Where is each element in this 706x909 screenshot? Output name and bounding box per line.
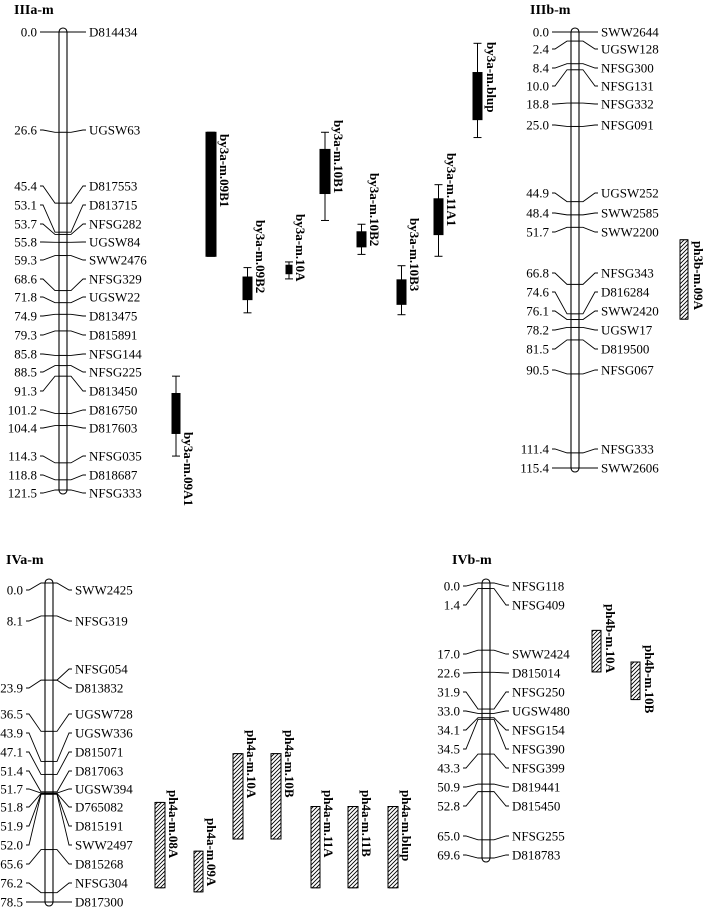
qtl-box <box>286 265 292 273</box>
marker-position: 118.8 <box>8 467 37 483</box>
qtl-box <box>155 802 165 887</box>
marker-position: 66.8 <box>526 265 549 281</box>
qtl-box <box>206 132 216 256</box>
name-leader <box>490 711 509 713</box>
marker-position: 76.1 <box>526 303 549 319</box>
marker-position: 69.6 <box>437 847 460 863</box>
qtl-label: ph4a-m.10B <box>282 730 297 798</box>
qtl-label: ph4a-m.11B <box>359 790 374 857</box>
chromosome-title: IIIa-m <box>14 3 54 18</box>
marker-name: SWW2420 <box>601 303 659 319</box>
name-leader <box>579 103 598 104</box>
qtl-box <box>233 754 243 839</box>
name-leader <box>579 213 598 215</box>
name-leader <box>53 789 72 793</box>
qtl-label: ph4a-m.11A <box>321 790 336 858</box>
position-leader <box>463 672 482 673</box>
qtl-label: ph4b-m.10B <box>642 645 657 714</box>
marker-position: 0.0 <box>6 582 23 598</box>
marker-name: D816750 <box>89 402 138 418</box>
marker-name: UGSW394 <box>75 781 133 797</box>
marker-name: D813450 <box>89 383 138 399</box>
marker-position: 101.2 <box>7 402 37 418</box>
position-leader <box>463 792 482 806</box>
marker-position: 25.0 <box>526 117 549 133</box>
marker-name: UGSW17 <box>601 322 653 338</box>
position-leader <box>40 490 59 493</box>
name-leader <box>53 669 72 680</box>
name-leader <box>490 672 509 673</box>
qtl-label: ph4a-m.09A <box>204 818 219 887</box>
marker-position: 79.3 <box>14 327 37 343</box>
marker-name: D817553 <box>89 178 138 194</box>
marker-position: 18.8 <box>526 96 549 112</box>
qtl-label: by3a-m.10B1 <box>331 120 346 194</box>
position-leader <box>40 475 59 480</box>
position-leader <box>552 70 571 86</box>
marker-name: D817603 <box>89 420 138 436</box>
marker-position: 8.4 <box>532 60 549 76</box>
name-leader <box>53 733 72 761</box>
position-leader <box>552 125 571 126</box>
qtl-box <box>311 807 320 888</box>
name-leader <box>67 297 86 303</box>
marker-position: 34.5 <box>437 741 460 757</box>
marker-position: 71.8 <box>14 289 37 305</box>
position-leader <box>552 311 571 320</box>
name-leader <box>67 366 86 372</box>
marker-position: 1.4 <box>443 597 460 613</box>
marker-name: NFSG333 <box>89 485 142 501</box>
qtl-label: by3a-m.11A1 <box>444 153 459 227</box>
name-leader <box>67 331 86 335</box>
marker-position: 59.3 <box>14 252 37 268</box>
marker-position: 121.5 <box>7 485 37 501</box>
name-leader <box>67 279 86 291</box>
marker-name: NFSG333 <box>601 441 654 457</box>
marker-name: NFSG035 <box>89 448 142 464</box>
marker-name: D815891 <box>89 327 138 343</box>
marker-position: 114.3 <box>8 448 37 464</box>
name-leader <box>67 130 86 132</box>
marker-name: NFSG154 <box>512 722 565 738</box>
name-leader <box>53 680 72 688</box>
marker-position: 55.8 <box>14 234 37 250</box>
marker-name: NFSG255 <box>512 828 565 844</box>
chromosome-title: IIIb-m <box>530 3 571 18</box>
name-leader <box>490 784 509 787</box>
name-leader <box>53 794 72 845</box>
marker-position: 52.0 <box>0 837 23 853</box>
chromosome-title: IVa-m <box>6 553 44 568</box>
name-leader <box>53 714 72 731</box>
marker-name: NFSG250 <box>512 684 565 700</box>
marker-position: 43.9 <box>0 725 23 741</box>
qtl-box <box>243 277 252 300</box>
position-leader <box>463 650 482 654</box>
position-leader <box>552 193 571 202</box>
marker-position: 51.7 <box>0 781 23 797</box>
marker-name: NFSG282 <box>89 216 142 232</box>
marker-position: 53.7 <box>14 216 37 232</box>
marker-position: 26.6 <box>14 122 37 138</box>
marker-position: 23.9 <box>0 680 23 696</box>
name-leader <box>67 314 86 316</box>
position-leader <box>552 213 571 215</box>
name-leader <box>67 224 86 234</box>
marker-name: SWW2476 <box>89 252 147 268</box>
qtl-label: by3a-m.10A <box>293 214 308 282</box>
name-leader <box>67 490 86 493</box>
position-leader <box>40 376 59 391</box>
marker-position: 85.8 <box>14 346 37 362</box>
marker-position: 10.0 <box>526 78 549 94</box>
name-leader <box>490 692 509 709</box>
name-leader <box>490 589 509 605</box>
name-leader <box>490 836 509 840</box>
name-leader <box>490 650 509 654</box>
marker-position: 65.6 <box>0 856 23 872</box>
name-leader <box>67 410 86 413</box>
name-leader <box>67 376 86 391</box>
position-leader <box>40 279 59 291</box>
marker-position: 45.4 <box>14 178 37 194</box>
qtl-box <box>434 199 443 235</box>
name-leader <box>579 311 598 320</box>
position-leader <box>463 692 482 709</box>
marker-position: 65.0 <box>437 828 460 844</box>
position-leader <box>40 354 59 355</box>
position-leader <box>40 130 59 132</box>
marker-name: SWW2200 <box>601 224 659 240</box>
position-leader <box>26 883 45 893</box>
chromosome-bar <box>45 579 53 906</box>
name-leader <box>53 850 72 864</box>
marker-name: D813475 <box>89 308 138 324</box>
marker-position: 36.5 <box>0 706 23 722</box>
qtl-label: by3a-m.09A1 <box>181 432 196 507</box>
position-leader <box>463 589 482 605</box>
position-leader <box>463 754 482 768</box>
position-leader <box>463 836 482 840</box>
qtl-label: ph4a-m.08A <box>166 790 181 859</box>
marker-name: UGSW336 <box>75 725 133 741</box>
position-leader <box>26 794 45 845</box>
position-leader <box>26 789 45 793</box>
marker-position: 81.5 <box>526 341 549 357</box>
marker-name: NFSG144 <box>89 346 142 362</box>
marker-position: 34.1 <box>437 722 460 738</box>
position-leader <box>40 186 59 203</box>
marker-name: D815450 <box>512 798 561 814</box>
name-leader <box>67 456 86 463</box>
marker-name: SWW2585 <box>601 205 659 221</box>
marker-name: NFSG131 <box>601 78 654 94</box>
position-leader <box>463 784 482 787</box>
marker-position: 2.4 <box>532 41 549 57</box>
position-leader <box>26 793 45 807</box>
marker-name: NFSG067 <box>601 362 654 378</box>
marker-name: NFSG300 <box>601 60 654 76</box>
qtl-box <box>388 807 398 888</box>
name-leader <box>67 354 86 355</box>
name-leader <box>53 794 72 826</box>
marker-position: 78.5 <box>0 894 23 909</box>
chromosome-title: IVb-m <box>452 553 492 568</box>
position-leader <box>40 331 59 335</box>
marker-name: SWW2606 <box>601 460 659 476</box>
qtl-box <box>271 754 281 839</box>
marker-position: 74.6 <box>526 284 549 300</box>
position-leader <box>40 297 59 303</box>
marker-position: 44.9 <box>526 185 549 201</box>
marker-position: 78.2 <box>526 322 549 338</box>
name-leader <box>490 754 509 768</box>
marker-position: 91.3 <box>14 383 37 399</box>
marker-position: 111.4 <box>520 441 549 457</box>
qtl-box <box>397 280 406 305</box>
marker-name: NFSG390 <box>512 741 565 757</box>
position-leader <box>40 456 59 463</box>
position-leader <box>26 714 45 731</box>
marker-name: SWW2644 <box>601 24 659 40</box>
marker-name: D815014 <box>512 665 561 681</box>
name-leader <box>579 193 598 202</box>
position-leader <box>552 64 571 68</box>
position-leader <box>40 366 59 372</box>
marker-position: 51.8 <box>0 799 23 815</box>
marker-position: 104.4 <box>7 420 37 436</box>
marker-position: 88.5 <box>14 364 37 380</box>
name-leader <box>579 370 598 374</box>
position-leader <box>40 205 59 232</box>
name-leader <box>490 792 509 806</box>
marker-name: D817300 <box>75 894 124 909</box>
marker-position: 0.0 <box>532 24 549 40</box>
name-leader <box>490 855 509 858</box>
position-leader <box>552 340 571 349</box>
qtl-box <box>320 149 330 193</box>
marker-position: 48.4 <box>526 205 549 221</box>
name-leader <box>579 327 598 330</box>
marker-name: UGSW480 <box>512 703 570 719</box>
marker-position: 43.3 <box>437 760 460 776</box>
marker-name: D765082 <box>75 799 124 815</box>
marker-name: D819441 <box>512 779 561 795</box>
name-leader <box>579 273 598 284</box>
qtl-label: ph3b-m.09A <box>691 241 706 310</box>
marker-name: UGSW63 <box>89 122 141 138</box>
marker-position: 22.6 <box>437 665 460 681</box>
position-leader <box>552 370 571 374</box>
marker-name: D815191 <box>75 818 124 834</box>
marker-name: NFSG091 <box>601 117 654 133</box>
qtl-label: by3a-m.09B1 <box>217 134 232 208</box>
position-leader <box>40 314 59 316</box>
marker-name: D817063 <box>75 763 124 779</box>
marker-position: 33.0 <box>437 703 460 719</box>
name-leader <box>490 583 509 586</box>
position-leader <box>40 410 59 413</box>
qtl-label: by3a-m.10B2 <box>367 173 382 247</box>
marker-name: NFSG225 <box>89 364 142 380</box>
marker-position: 51.4 <box>0 763 23 779</box>
marker-name: SWW2497 <box>75 837 133 853</box>
marker-name: D814434 <box>89 24 138 40</box>
position-leader <box>40 224 59 234</box>
marker-name: NFSG118 <box>512 578 565 594</box>
qtl-box <box>631 662 640 700</box>
name-leader <box>579 70 598 86</box>
marker-position: 74.9 <box>14 308 37 324</box>
marker-position: 0.0 <box>443 578 460 594</box>
position-leader <box>26 616 45 621</box>
marker-position: 0.0 <box>20 24 37 40</box>
marker-position: 115.4 <box>520 460 549 476</box>
marker-position: 47.1 <box>0 744 23 760</box>
position-leader <box>463 583 482 586</box>
chromosome-bar <box>59 28 67 494</box>
qtl-label: ph4a-m.10A <box>244 730 259 799</box>
name-leader <box>579 41 598 49</box>
marker-position: 52.8 <box>437 798 460 814</box>
qtl-box <box>680 240 688 319</box>
qtl-box <box>357 232 366 247</box>
qtl-label: ph4b-m.10A <box>603 604 618 673</box>
marker-name: D818783 <box>512 847 561 863</box>
position-leader <box>552 273 571 284</box>
marker-position: 76.2 <box>0 875 23 891</box>
position-leader <box>552 41 571 49</box>
marker-name: NFSG399 <box>512 760 565 776</box>
marker-position: 90.5 <box>526 362 549 378</box>
name-leader <box>67 205 86 232</box>
marker-name: D818687 <box>89 467 138 483</box>
marker-position: 53.1 <box>14 197 37 213</box>
name-leader <box>579 340 598 349</box>
position-leader <box>40 256 59 260</box>
marker-name: UGSW128 <box>601 41 659 57</box>
position-leader <box>552 103 571 104</box>
position-leader <box>552 327 571 330</box>
marker-name: D815268 <box>75 856 124 872</box>
marker-position: 50.9 <box>437 779 460 795</box>
marker-name: NFSG319 <box>75 613 128 629</box>
marker-position: 68.6 <box>14 271 37 287</box>
name-leader <box>579 64 598 68</box>
marker-name: NFSG329 <box>89 271 142 287</box>
marker-position: 51.7 <box>526 224 549 240</box>
qtl-label: by3a-m.10B3 <box>407 218 422 292</box>
position-leader <box>26 794 45 826</box>
position-leader <box>463 855 482 858</box>
qtl-box <box>172 393 180 433</box>
chromosome-bar <box>571 28 579 472</box>
name-leader <box>67 186 86 203</box>
marker-position: 31.9 <box>437 684 460 700</box>
marker-name: UGSW252 <box>601 185 659 201</box>
name-leader <box>67 256 86 260</box>
name-leader <box>53 883 72 893</box>
name-leader <box>579 449 598 453</box>
qtl-label: ph4a-m.blup <box>399 790 414 862</box>
name-leader <box>53 616 72 621</box>
qtl-box <box>348 807 358 888</box>
marker-name: NFSG343 <box>601 265 654 281</box>
position-leader <box>552 449 571 453</box>
name-leader <box>53 583 72 590</box>
marker-position: 8.1 <box>6 613 23 629</box>
marker-name: D816284 <box>601 284 650 300</box>
qtl-label: by3a-m.09B2 <box>253 220 268 294</box>
marker-name: NFSG054 <box>75 661 128 677</box>
marker-position: 51.9 <box>0 818 23 834</box>
marker-name: UGSW22 <box>89 289 141 305</box>
name-leader <box>67 426 86 428</box>
marker-name: UGSW728 <box>75 706 133 722</box>
chromosome-bar <box>482 579 490 862</box>
marker-name: UGSW84 <box>89 234 141 250</box>
marker-name: D813832 <box>75 680 124 696</box>
marker-name: NFSG304 <box>75 875 128 891</box>
position-leader <box>26 850 45 864</box>
position-leader <box>26 583 45 590</box>
marker-name: D819500 <box>601 341 650 357</box>
qtl-box <box>592 630 601 671</box>
name-leader <box>67 475 86 480</box>
position-leader <box>463 711 482 713</box>
position-leader <box>40 426 59 428</box>
marker-name: NFSG409 <box>512 597 565 613</box>
qtl-box <box>473 73 482 120</box>
name-leader <box>579 125 598 126</box>
marker-name: SWW2425 <box>75 582 133 598</box>
position-leader <box>26 733 45 761</box>
position-leader <box>552 227 571 232</box>
marker-name: D813715 <box>89 197 138 213</box>
qtl-label: by3a-m.blup <box>484 42 499 113</box>
marker-name: D815071 <box>75 744 124 760</box>
name-leader <box>53 793 72 807</box>
position-leader <box>26 680 45 688</box>
marker-name: SWW2424 <box>512 646 570 662</box>
marker-position: 17.0 <box>437 646 460 662</box>
name-leader <box>579 227 598 232</box>
marker-name: NFSG332 <box>601 96 654 112</box>
qtl-box <box>194 851 203 892</box>
